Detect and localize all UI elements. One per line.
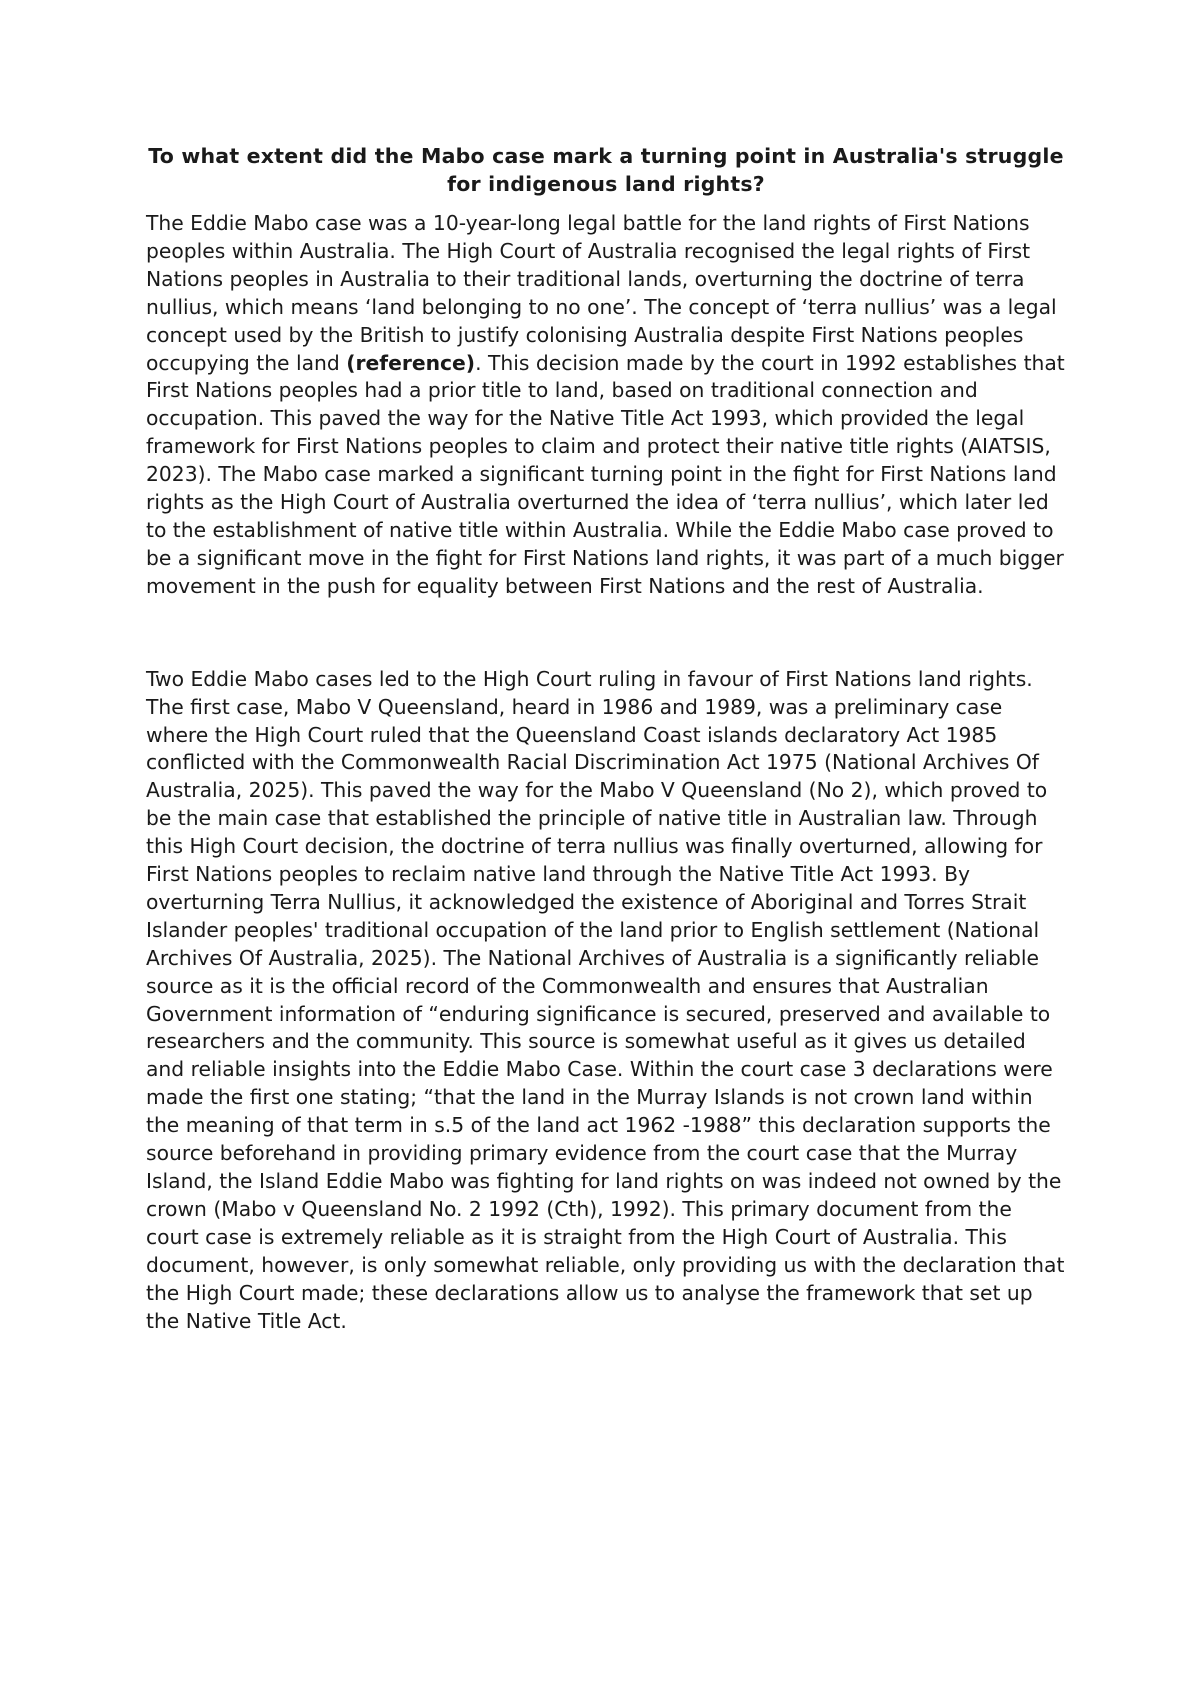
document-body (146, 142, 1066, 1335)
paragraph-1-text-end: . This decision made by the court in 1992 establishes that First Nations peoples had a prior title to land, based on traditional connection and occupation. This paved the way for the Native Title Act 1993, which provided the legal framework for First Nations peoples to claim and protect their native title rights (AIATSIS, 2023). The Mabo case marked a significant turning point in the fight for First Nations land rights as the High Court of Australia overturned the idea of ‘terra nullius’, which later led to the establishment of native title within Australia. While the Eddie Mabo case proved to be a significant move in the fight for First Nations land rights, it was part of a much bigger movement in the push for equality between First Nations and the rest of Australia. (146, 350, 1065, 598)
reference-placeholder: (reference) (346, 350, 476, 375)
paragraph-1-text-start: The Eddie Mabo case was a 10-year-long legal battle for the land rights of First Nations peoples within Australia. The High Court of Australia recognised the legal rights of First Nations peoples in Australia to their traditional lands, overturning the doctrine of terra nullius, which means ‘land belonging to no one’. The concept of ‘terra nullius’ was a legal concept used by the British to justify colonising Australia despite First Nations peoples occupying the land (146, 211, 1057, 375)
paragraph-2: Two Eddie Mabo cases led to the High Court ruling in favour of First Nations land rights. The first case, Mabo V Queensland, heard in 1986 and 1989, was a preliminary case where the High Court ruled that the Queensland Coast islands declaratory Act 1985 conflicted with the Commonwealth Racial Discrimination Act 1975 (National Archives Of Australia, 2025). This paved the way for the Mabo V Queensland (No 2), which proved to be the main case that established the principle of native title in Australian law. Through this High Court decision, the doctrine of terra nullius was finally overturned, allowing for First Nations peoples to reclaim native land through the Native Title Act 1993. By overturning Terra Nullius, it acknowledged the existence of Aboriginal and Torres Strait Islander peoples' traditional occupation of the land prior to English settlement (National Archives Of Australia, 2025). The National Archives of Australia is a significantly reliable source as it is the official record of the Commonwealth and ensures that Australian Government information of “enduring significance is secured, preserved and available to researchers and the community. This source is somewhat useful as it gives us detailed and reliable insights into the Eddie Mabo Case. Within the court case 3 declarations were made the first one stating; “that the land in the Murray Islands is not crown land within the meaning of that term in s.5 of the land act 1962 -1988” this declaration supports the source beforehand in providing primary evidence from the court case that the Murray Island, the Island Eddie Mabo was fighting for land rights on was indeed not owned by the crown (Mabo v Queensland No. 2 1992 (Cth), 1992). This primary document from the court case is extremely reliable as it is straight from the High Court of Australia. This document, however, is only somewhat reliable, only providing us with the declaration that the High Court made; these declarations allow us to analyse the framework that set up the Native Title Act. (146, 666, 1065, 1333)
document-title: To what extent did the Mabo case mark a turning point in Australia's struggle for indigenous land rights? (148, 144, 1064, 196)
paragraph-1 (146, 210, 1066, 601)
